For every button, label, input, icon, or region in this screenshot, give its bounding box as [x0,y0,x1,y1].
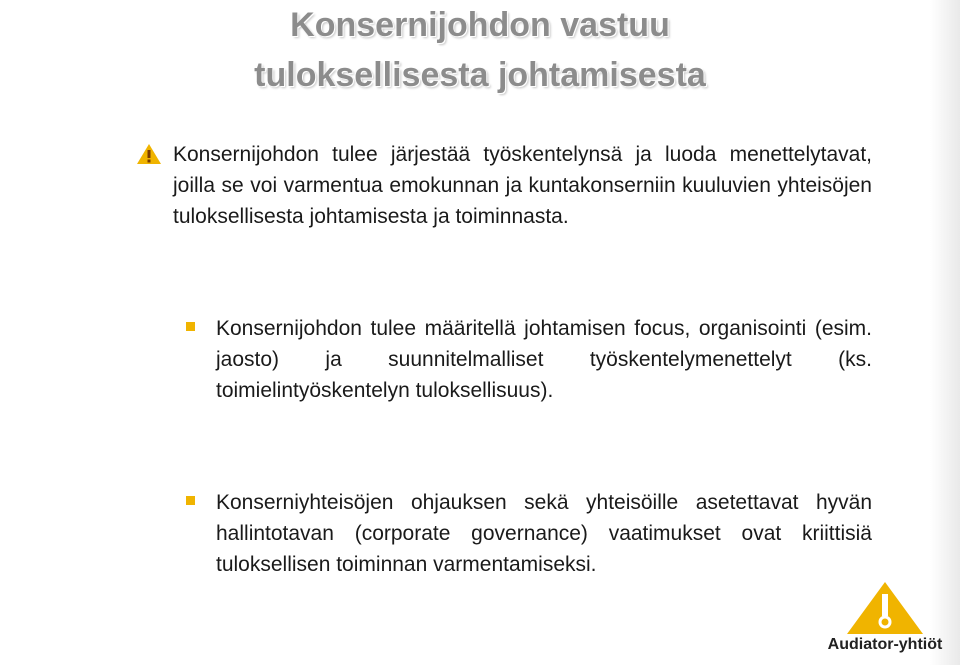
title-line-1: Konsernijohdon vastuu [290,6,670,44]
square-bullet-icon [186,496,195,505]
paragraph-main: Konsernijohdon tulee järjestää työskentelynsä ja luoda menettelytavat, joilla se voi varmentua emokunnan ja kuntakonserniin kuuluvien yhteisöjen tuloksellisesta johtamisesta ja toiminnasta. [173,143,872,228]
logo-text: Audiator-yhtiöt [827,636,943,653]
paragraph-sub-1: Konsernijohdon tulee määritellä johtamisen focus, organisointi (esim. jaosto) ja suunnitelmalliset työskentelymenettelyt (ks. toimielintyöskentelyn tuloksellisuus). [216,317,872,402]
warning-triangle-icon [136,143,162,165]
square-bullet-icon [186,322,195,331]
company-logo [820,580,950,660]
logo-triangle-icon [845,580,925,636]
slide-title [0,0,960,100]
title-line-2: tuloksellisesta johtamisesta [254,56,706,94]
paragraph-sub-2: Konserniyhteisöjen ohjauksen sekä yhteisöille asetettavat hyvän hallintotavan (corporate governance) vaatimukset ovat kriittisiä tuloksellisen toiminnan varmentamiseksi. [216,491,872,576]
